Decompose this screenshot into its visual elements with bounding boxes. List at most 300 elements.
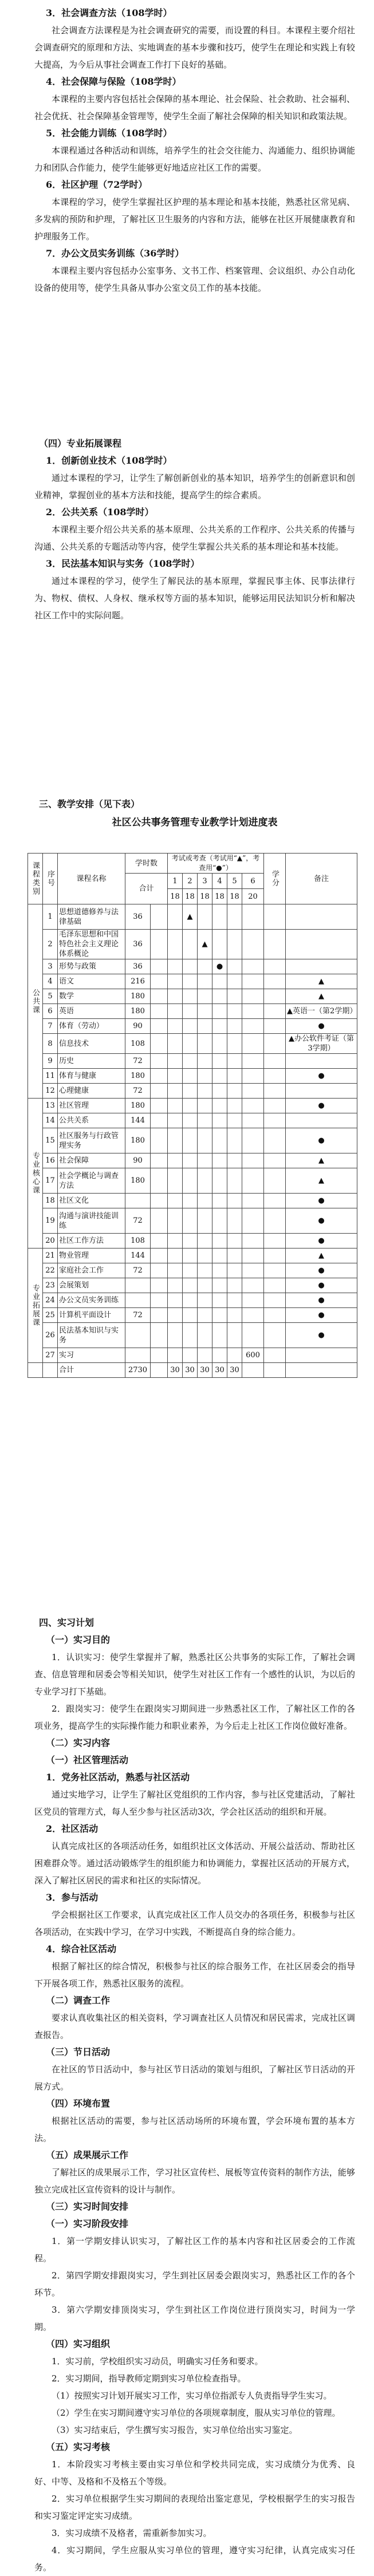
semester-mark [227,1278,242,1293]
row-credit [264,1278,286,1293]
table-row [28,1194,357,1208]
course-name: 社区文化 [58,1194,125,1208]
paragraph: 4．实习期间，学生应服从实习单位的管理，遵守实习纪律，认真完成实习任务。 [34,2545,355,2573]
semester-mark [168,1323,183,1348]
semester-mark [168,904,183,930]
semester-mark [198,1113,212,1128]
row-hours-extra [151,1034,168,1054]
row-note: ▲ [286,1249,357,1263]
header-note: 备注 [286,854,357,904]
paragraph: 根据社区活动的需要，参与社区活动场所的环境布置，学会环境布置的基本方法。 [34,2116,355,2143]
semester-mark: 600 [242,1348,264,1363]
course-name: 社区服务与行政管理实务 [58,1128,125,1153]
semester-mark [183,1234,198,1249]
semester-mark [198,1099,212,1113]
row-hours: 36 [125,904,151,930]
course-name: 社会保障 [58,1153,125,1168]
row-credit [264,930,286,959]
semester-mark [242,1019,264,1034]
semester-mark [183,1153,198,1168]
semester-mark [168,989,183,1004]
row-credit [264,1263,286,1278]
paragraph: 社会调查方法课程是为社会调查研究的需要，而设置的科目。本课程主要介绍社会调查研究的原理和方法、实地调查的基本步骤和技巧，使学生在理论和实践上有较大提高，为今后从事社会调查工作打下良好的基础。 [34,25,355,70]
semester-mark [242,1234,264,1249]
semester-mark [227,1034,242,1054]
semester-mark [242,1153,264,1168]
semester-mark [198,1128,212,1153]
semester-mark [227,930,242,959]
semester-num: 6 [242,874,264,889]
semester-mark [227,1168,242,1194]
semester-mark [242,989,264,1004]
semester-mark [198,1019,212,1034]
row-credit [264,1168,286,1194]
semester-mark [198,1293,212,1308]
table-row [28,989,357,1004]
semester-mark: 30 [227,1363,242,1378]
paragraph: 本课程主要内容包括办公室事务、文书工作、档案管理、会议组织、办公自动化设备的使用等，使学生具备从事办公室文员工作的基本技能。 [34,266,355,293]
paragraph: 1．本阶段实习考核主要由实习单位和学校共同完成，实习成绩分为优秀、良好、中等、及格和不及格五个等级。 [34,2459,355,2487]
row-note [286,959,357,974]
table-row [28,1278,357,1293]
semester-num: 1 [168,874,183,889]
paragraph: 2．实习期间，指导教师定期到实习单位检查指导。 [52,2373,246,2384]
row-note: ▲ [286,974,357,989]
semester-mark [227,974,242,989]
course-name: 毛泽东思想和中国特色社会主义理论体系概论 [58,930,125,959]
row-hours: 72 [125,1263,151,1278]
subsection-title: （四）实习组织 [46,2338,111,2349]
semester-mark [242,1004,264,1019]
row-credit [264,1363,286,1378]
section-title: 1．创新创业技术（108学时） [46,455,172,466]
semester-mark [227,1234,242,1249]
row-seq: 14 [43,1113,58,1128]
semester-mark [168,959,183,974]
row-credit [264,1308,286,1323]
row-note: ● [286,1308,357,1323]
semester-mark [183,1099,198,1113]
semester-mark [227,1004,242,1019]
row-credit [264,1004,286,1019]
paragraph: 学会根据社区工作要求，认真完成社区工作人员交办的各项任务，积极参与社区各项活动，在实践中学习，在学习中实践，不断提高自身的综合能力。 [34,1910,355,1937]
row-seq: 25 [43,1308,58,1323]
row-credit [264,1034,286,1054]
row-seq: 12 [43,1084,58,1099]
item-title: 2．社区活动 [46,1823,99,1834]
semester-mark [212,1234,227,1249]
semester-mark [242,974,264,989]
semester-mark [242,1069,264,1084]
row-seq: 24 [43,1293,58,1308]
paragraph: 2．第四学期安排跟岗实习，学生到社区居委会跟岗实习，熟悉社区工作的各个环节。 [34,2270,355,2298]
row-seq: 16 [43,1153,58,1168]
row-seq: 26 [43,1323,58,1348]
semester-mark [242,1293,264,1308]
semester-mark [212,1099,227,1113]
semester-mark [212,1278,227,1293]
row-seq: 17 [43,1168,58,1194]
course-name: 办公文员实务训练 [58,1293,125,1308]
row-hours-extra [151,1099,168,1113]
semester-mark [168,1168,183,1194]
row-hours-extra [151,1208,168,1234]
course-name: 物业管理 [58,1249,125,1263]
paragraph: 要求认真收集社区的相关资料，学习调查社区人员情况和居民需求，完成社区调查报告。 [34,2013,355,2040]
semester-mark [227,1194,242,1208]
header-total: 合计 [125,874,168,904]
semester-mark: 30 [183,1363,198,1378]
semester-mark [212,1153,227,1168]
table-row [28,1084,357,1099]
row-hours [125,1323,151,1348]
row-hours-extra [151,1348,168,1363]
semester-num: 5 [227,874,242,889]
table-row [28,1153,357,1168]
row-hours-extra [151,1019,168,1034]
table-row [28,1004,357,1019]
paragraph: 在社区的节日活动中，参与社区节日活动的策划与组织，了解社区节日活动的开展方式。 [34,2064,355,2092]
row-hours-extra [151,1278,168,1293]
semester-mark [183,1293,198,1308]
paragraph: 本课程通过各种活动和训练，培养学生的社会交往能力、沟通能力、组织协调能力和团队合作能力，使学生能够更好地适应社区工作的需要。 [34,145,355,173]
semester-num: 4 [212,874,227,889]
semester-mark [168,1278,183,1293]
row-credit [264,1249,286,1263]
item-title: 4．综合社区活动 [46,1943,117,1954]
row-hours: 108 [125,1234,151,1249]
item-title: （四）环境布置 [46,2098,111,2109]
row-note: ● [286,1293,357,1308]
course-name: 数学 [58,989,125,1004]
table-row [28,1069,357,1084]
table-row [28,1019,357,1034]
semester-mark [183,1323,198,1348]
semester-mark [242,1263,264,1278]
row-hours [125,1348,151,1363]
category-ext: 专业拓展课 [28,1249,43,1363]
row-credit [264,1323,286,1348]
section-title: 3．民法基本知识与实务（108学时） [46,558,200,569]
semester-mark [242,1054,264,1069]
row-credit [264,974,286,989]
row-note: ● [286,1208,357,1234]
course-name: 英语 [58,1004,125,1019]
semester-mark [242,1034,264,1054]
semester-mark [198,959,212,974]
row-seq: 13 [43,1099,58,1113]
semester-mark [227,1113,242,1128]
semester-mark [168,1004,183,1019]
semester-mark [212,974,227,989]
paragraph: （3）实习结束后，学生撰写实习报告，实习单位给出实习鉴定。 [52,2425,298,2435]
course-name: 信息技术 [58,1034,125,1054]
semester-num: 2 [183,874,198,889]
row-note [286,1054,357,1069]
semester-mark [212,1113,227,1128]
course-name: 合计 [58,1363,125,1378]
row-hours: 180 [125,1128,151,1153]
row-note: ● [286,1323,357,1348]
row-hours: 180 [125,989,151,1004]
semester-mark [198,1034,212,1054]
row-hours-extra [151,1323,168,1348]
row-note [286,904,357,930]
row-hours: 36 [125,930,151,959]
row-hours-extra [151,1128,168,1153]
semester-mark [183,1019,198,1034]
table-row [28,974,357,989]
semester-mark [198,1153,212,1168]
semester-mark [183,1084,198,1099]
row-hours: 216 [125,974,151,989]
category-public: 公共课 [28,904,43,1099]
semester-mark [198,1263,212,1278]
semester-mark [183,989,198,1004]
paragraph: 了解社区的成果展示工作，学习社区宣传栏、展板等宣传资料的制作方法，能够独立完成社区宣传资料的设计与制作。 [34,2167,355,2195]
paragraph: 本课程的学习，使学生掌握社区护理的基本理论和基本技能，熟悉社区常见病、多发病的预防和护理，了解社区卫生服务的内容和方法，能够在社区开展健康教育和护理服务工作。 [34,197,355,242]
row-hours-extra [151,1293,168,1308]
table-row [28,1054,357,1069]
course-name: 思想道德修养与法律基础 [58,904,125,930]
subsection-title: （五）实习考核 [46,2441,111,2452]
semester-mark [198,1278,212,1293]
row-hours: 108 [125,1034,151,1054]
semester-mark [242,1363,264,1378]
row-seq: 4 [43,974,58,989]
semester-mark [183,1249,198,1263]
semester-mark [227,1069,242,1084]
row-seq: 11 [43,1069,58,1084]
semester-mark [212,1263,227,1278]
row-hours-extra [151,1153,168,1168]
semester-mark [168,1234,183,1249]
semester-mark [198,1249,212,1263]
section-title: 2．公共关系（108学时） [46,507,154,517]
item-title: （五）成果展示工作 [46,2150,129,2160]
extension-section [34,435,355,624]
row-note: ● [286,1069,357,1084]
section-title: 5．社会能力训练（108学时） [46,128,172,139]
semester-weeks: 20 [242,889,264,904]
paragraph: 1．认识实习：使学生掌握并了解，熟悉社区公共事务的实际工作，了解社会调查、信息管理和居委会等相关知识，使学生对社区工作有一个感性的认识，为以后的专业学习打下基础。 [34,1652,355,1697]
semester-mark [212,1034,227,1054]
semester-mark [227,1323,242,1348]
table-row [28,1293,357,1308]
course-name: 家庭社会工作 [58,1263,125,1278]
paragraph: 通过本课程的学习，使学生了解民法的基本原理，掌握民事主体、民事法律行为、物权、债权、人身权、继承权等方面的基本知识，能够运用民法知识分析和解决社区工作中的实际问题。 [34,576,355,621]
table-row [28,1323,357,1348]
row-hours: 2730 [125,1363,151,1378]
row-hours [125,1278,151,1293]
row-note: ● [286,1263,357,1278]
semester-mark [183,930,198,959]
semester-mark [198,1208,212,1234]
table-row [28,1113,357,1128]
curriculum-section [34,5,355,297]
semester-mark [242,959,264,974]
course-name: 社区管理 [58,1099,125,1113]
section-title: 7．办公文员实务训练（36学时） [46,248,184,259]
semester-mark [242,1099,264,1113]
course-name: 民法基本知识与实务 [58,1323,125,1348]
semester-mark [227,1153,242,1168]
row-hours-extra [151,904,168,930]
row-note: ▲英语一（第2学期） [286,1004,357,1019]
semester-mark [183,1263,198,1278]
semester-mark [168,974,183,989]
table-row [28,930,357,959]
row-hours: 36 [125,959,151,974]
semester-mark [183,1308,198,1323]
table-row [28,1034,357,1054]
semester-mark: 30 [168,1363,183,1378]
course-name: 公共关系 [58,1113,125,1128]
section-heading: 三、教学安排（见下表） [39,799,140,809]
row-hours: 72 [125,1084,151,1099]
row-credit [264,959,286,974]
row-credit [264,1084,286,1099]
semester-mark [242,930,264,959]
row-hours-extra [151,1363,168,1378]
subsection-title: （四）专业拓展课程 [39,438,122,449]
semester-mark: ● [212,959,227,974]
semester-mark [212,1308,227,1323]
semester-mark [227,1293,242,1308]
row-credit [264,1348,286,1363]
semester-mark [227,1019,242,1034]
semester-mark [183,1054,198,1069]
semester-mark [212,930,227,959]
semester-mark [168,1084,183,1099]
practice-section [34,1614,355,2576]
row-credit [264,1019,286,1034]
semester-mark [227,1308,242,1323]
row-credit [264,1128,286,1153]
paragraph: 认真完成社区的各项活动任务，如组织社区文体活动、开展公益活动、帮助社区困难群众等。通过活动锻炼学生的组织能力和协调能力，掌握社区活动的开展方式，深入了解社区居民的需求和社区的实际情况。 [34,1841,355,1886]
table-row [28,1234,357,1249]
table-body [28,904,357,1378]
semester-weeks: 18 [227,889,242,904]
semester-mark [198,904,212,930]
row-seq: 18 [43,1194,58,1208]
row-hours-extra [151,1308,168,1323]
header-exam: 考试或考查（考试用“▲”，考查用“●”） [168,854,264,874]
semester-weeks: 18 [198,889,212,904]
semester-mark [242,1128,264,1153]
row-credit [264,1293,286,1308]
row-seq: 20 [43,1234,58,1249]
row-seq: 1 [43,904,58,930]
paragraph: 通过实地学习，让学生了解社区党组织的工作内容，参与社区党建活动，了解社区党员的管理方式，每人至少参与社区活动3次，学会社区活动的组织和开展。 [34,1789,355,1817]
semester-mark [183,1208,198,1234]
semester-mark [212,1194,227,1208]
table-row [28,1308,357,1323]
semester-mark [198,1194,212,1208]
table-row [28,959,357,974]
course-name: 体育与健康 [58,1069,125,1084]
row-hours: 90 [125,1153,151,1168]
item-title: 1．党务社区活动，熟悉与社区活动 [46,1772,190,1783]
row-hours-extra [151,1194,168,1208]
row-hours-extra [151,1168,168,1194]
semester-mark [212,1054,227,1069]
category-empty [28,1363,43,1378]
section-title: 4．社会保障与保险（108学时） [46,76,182,87]
semester-mark [168,1348,183,1363]
item-title: （一）实习阶段安排 [46,2218,129,2229]
paragraph: 通过本课程的学习，让学生了解创新创业的基本知识，培养学生的创新意识和创业精神，掌握创业的基本方法和技能，提高学生的综合素质。 [34,473,355,500]
row-seq: 3 [43,959,58,974]
semester-mark: ▲ [198,930,212,959]
paragraph: 本课程的主要内容包括社会保障的基本理论、社会保险、社会救助、社会福利、社会优抚、社会保障基金管理等，使学生全面了解社会保障的相关知识和政策法规。 [34,94,355,121]
row-note [286,1113,357,1128]
row-hours-extra [151,930,168,959]
row-credit [264,1234,286,1249]
row-hours: 180 [125,1168,151,1194]
semester-mark [227,959,242,974]
table-row [28,1128,357,1153]
row-seq: 21 [43,1249,58,1263]
semester-mark [168,1128,183,1153]
semester-mark [183,1194,198,1208]
item-title: （三）节日活动 [46,2046,111,2057]
row-hours-extra [151,1069,168,1084]
semester-mark [183,1034,198,1054]
semester-mark [198,974,212,989]
semester-mark [242,1084,264,1099]
course-name: 形势与政策 [58,959,125,974]
paragraph: （1）按照实习计划开展实习工作，实习单位指派专人负责指导学生实习。 [52,2391,332,2401]
teaching-heading-block [34,796,355,832]
row-credit [264,1069,286,1084]
semester-mark [227,1263,242,1278]
row-note: ● [286,1234,357,1249]
semester-mark [168,1249,183,1263]
row-hours-extra [151,1249,168,1263]
semester-mark [168,1019,183,1034]
semester-weeks: 18 [183,889,198,904]
row-hours-extra [151,959,168,974]
row-seq: 15 [43,1128,58,1153]
semester-mark [168,1069,183,1084]
semester-mark [198,1234,212,1249]
semester-mark [183,1168,198,1194]
semester-mark [227,1099,242,1113]
paragraph: 1．第一学期安排认识实习，了解社区工作的基本内容和社区居委会的工作流程。 [34,2236,355,2263]
semester-mark [183,974,198,989]
table-row [28,1099,357,1113]
course-name: 实习 [58,1348,125,1363]
semester-mark [242,1194,264,1208]
paragraph: 2．跟岗实习：使学生在跟岗实习期间进一步熟悉社区工作，了解社区工作的各项业务，提高学生的实际操作能力和职业素养，为今后走上社区工作岗位做好准备。 [34,1704,355,1731]
paragraph: 3．第六学期安排顶岗实习，学生到社区工作岗位进行顶岗实习，时间为一学期。 [34,2305,355,2332]
course-name: 社区工作方法 [58,1234,125,1249]
row-hours: 72 [125,1308,151,1323]
row-seq: 7 [43,1019,58,1034]
item-title: （二）调查工作 [46,1995,111,2006]
semester-mark [242,1168,264,1194]
row-credit [264,1113,286,1128]
header-seq: 序号 [43,854,58,904]
row-hours: 90 [125,1019,151,1034]
row-note [286,930,357,959]
row-note [286,1363,357,1378]
semester-mark: ▲ [183,904,198,930]
header-hours: 学时数 [125,854,168,874]
row-note: ● [286,1128,357,1153]
semester-mark [198,1054,212,1069]
